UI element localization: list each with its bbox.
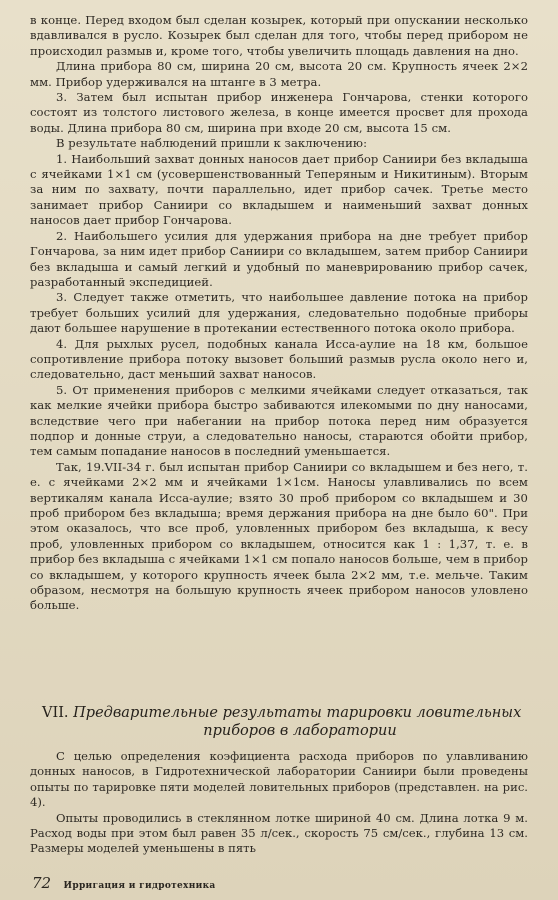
body-text — [30, 13, 528, 614]
journal-name: Ирригация и гидротехника — [63, 881, 216, 891]
section-title-line1: Предварительные результаты тарировки ловительных — [73, 705, 522, 721]
paragraph: в конце. Перед входом был сделан козырек, который при опускании несколько вдавливался в русло. Козырек был сделан для того, чтобы перед прибором не происходил размыв и, кроме того, чтобы увеличить площадь давления на дно. — [30, 13, 528, 58]
paragraph: Опыты проводились в стеклянном лотке шириной 40 см. Длина лотка 9 м. Расход воды при этом был равен 35 л/сек., скорость 75 см/сек., глубина 13 см. Размеры моделей уменьшены в пять — [30, 810, 528, 856]
paragraph: В результате наблюдений пришли к заключению: — [56, 136, 368, 151]
paragraph: Так, 19.VII-34 г. был испытан прибор Саниири со вкладышем и без него, т. е. с ячейками 2×2 мм и ячейками 1×1см. Наносы улавливались по всем вертикалям канала Исса-аулие; взято 30 проб прибором со вкладышем и 30 проб прибором без вкладыша; время держания прибора на дне было 60". При этом оказалось, что все проб, уловленных прибором без вкладыша, к весу проб, уловленных прибором со вкладышем, относится как 1 : 1,37, т. е. в прибор без вкладыша с ячейками 1×1 см попало наносов больше, чем в прибор со вкладышем, у которого крупность ячеек была 2×2 мм, т.е. мельче. Таким образом, несмотря на большую крупность ячеек прибором наносов уловлено больше. — [30, 459, 528, 613]
section-heading — [42, 704, 522, 740]
paragraph: Длина прибора 80 см, ширина 20 см, высота 20 см. Крупность ячеек 2×2 мм. Прибор удерживался на штанге в 3 метра. — [30, 59, 528, 89]
section-number: VII. — [42, 705, 69, 721]
paragraph: 3. Следует также отметить, что наибольшее давление потока на прибор требует больших усилий для удержания, следовательно подобные приборы дают большее нарушение в протекании естественного потока около прибора. — [30, 290, 528, 336]
paragraph: 3. Затем был испытан прибор инженера Гончарова, стенки которого состоят из толстого листового железа, в конце имеется просвет для прохода воды. Длина прибора 80 см, ширина при входе 20 см, высота 15 см. — [30, 90, 528, 135]
paragraph: С целью определения коэфициента расхода приборов по улавливанию донных наносов, в Гидротехнической лаборатории Саниири были проведены опыты по тарировке пяти моделей ловительных приборов (представлен. на рис. 4). — [30, 749, 528, 810]
section-title-line2: приборов в лаборатории — [203, 723, 397, 739]
paragraph: 4. Для рыхлых русел, подобных канала Исса-аулие на 18 км, большое сопротивление прибора потоку вызовет больший размыв русла около него и, следовательно, даст меньший захват наносов. — [30, 336, 528, 382]
paragraph: 1. Наибольший захват донных наносов дает прибор Саниири без вкладыша с ячейками 1×1 см (усовершенствованный Теперяным и Никитиным). Вторым за ним по захвату, почти параллельно, идет прибор сачек. Третье место занимает прибор Саниири со вкладышем и наименьший захват донных наносов дает прибор Гончарова. — [30, 151, 528, 228]
page-number: 72 — [32, 874, 52, 892]
paragraph: 5. От применения приборов с мелкими ячейками следует отказаться, так как мелкие ячейки прибора быстро забиваются илекомыми по дну наносами, вследствие чего при набегании на прибор потока перед ним образуется подпор и донные струи, а следовательно наносы, стараются обойти прибор, тем самым попадание наносов в последний уменьшается. — [30, 382, 528, 459]
page-footer — [32, 874, 216, 892]
section-text — [30, 749, 528, 857]
paragraph: 2. Наибольшего усилия для удержания прибора на дне требует прибор Гончарова, за ним идет прибор Саниири со вкладышем, затем прибор Саниири без вкладыша и самый легкий и удобный по маневрированию прибор сачек, разработанный экспедицией. — [30, 228, 528, 289]
